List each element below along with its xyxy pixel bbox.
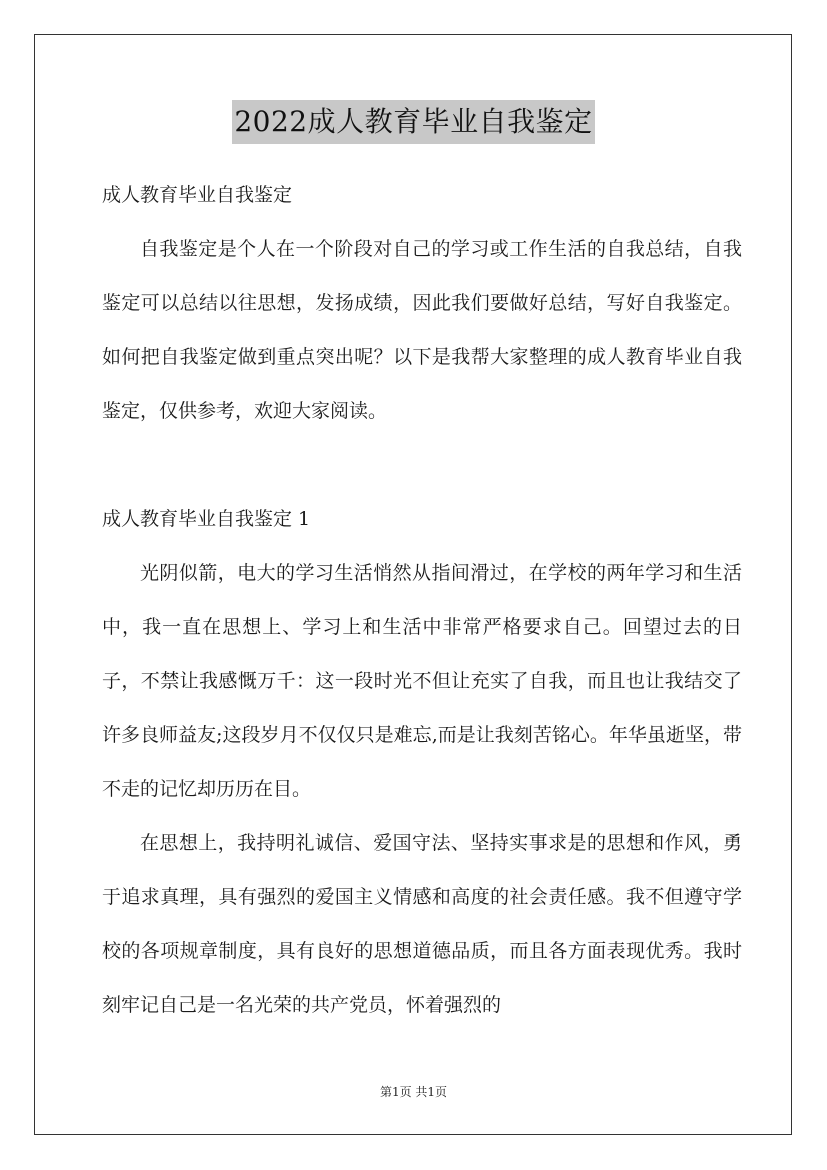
document-subtitle: 成人教育毕业自我鉴定: [102, 184, 293, 206]
section-heading: 成人教育毕业自我鉴定 1: [102, 508, 311, 530]
section-spacer: [102, 438, 742, 492]
body-paragraph: 光阴似箭，电大的学习生活悄然从指间滑过，在学校的两年学习和生活中，我一直在思想上、学习上和生活中非常严格要求自己。回望过去的日子，不禁让我感慨万千：这一段时光不但让充实了自我，而且也让我结交了许多良师益友;这段岁月不仅仅只是难忘,而是让我刻苦铭心。年华虽逝坚，带不走的记忆却历历在目。: [102, 562, 742, 800]
page-footer: [0, 1083, 827, 1100]
intro-paragraph: 自我鉴定是个人在一个阶段对自己的学习或工作生活的自我总结，自我鉴定可以总结以往思想，发扬成绩，因此我们要做好总结，写好自我鉴定。如何把自我鉴定做到重点突出呢？以下是我帮大家整理的成人教育毕业自我鉴定，仅供参考，欢迎大家阅读。: [102, 238, 742, 422]
title-container: [0, 100, 827, 144]
body-paragraph: 在思想上，我持明礼诚信、爱国守法、坚持实事求是的思想和作风，勇于追求真理，具有强烈的爱国主义情感和高度的社会责任感。我不但遵守学校的各项规章制度，具有良好的思想道德品质，而且各方面表现优秀。我时刻牢记自己是一名光荣的共产党员，怀着强烈的: [102, 832, 742, 1016]
page-number: 第1页 共1页: [379, 1085, 448, 1099]
document-body: [102, 168, 742, 1032]
document-title: 2022成人教育毕业自我鉴定: [232, 100, 594, 144]
